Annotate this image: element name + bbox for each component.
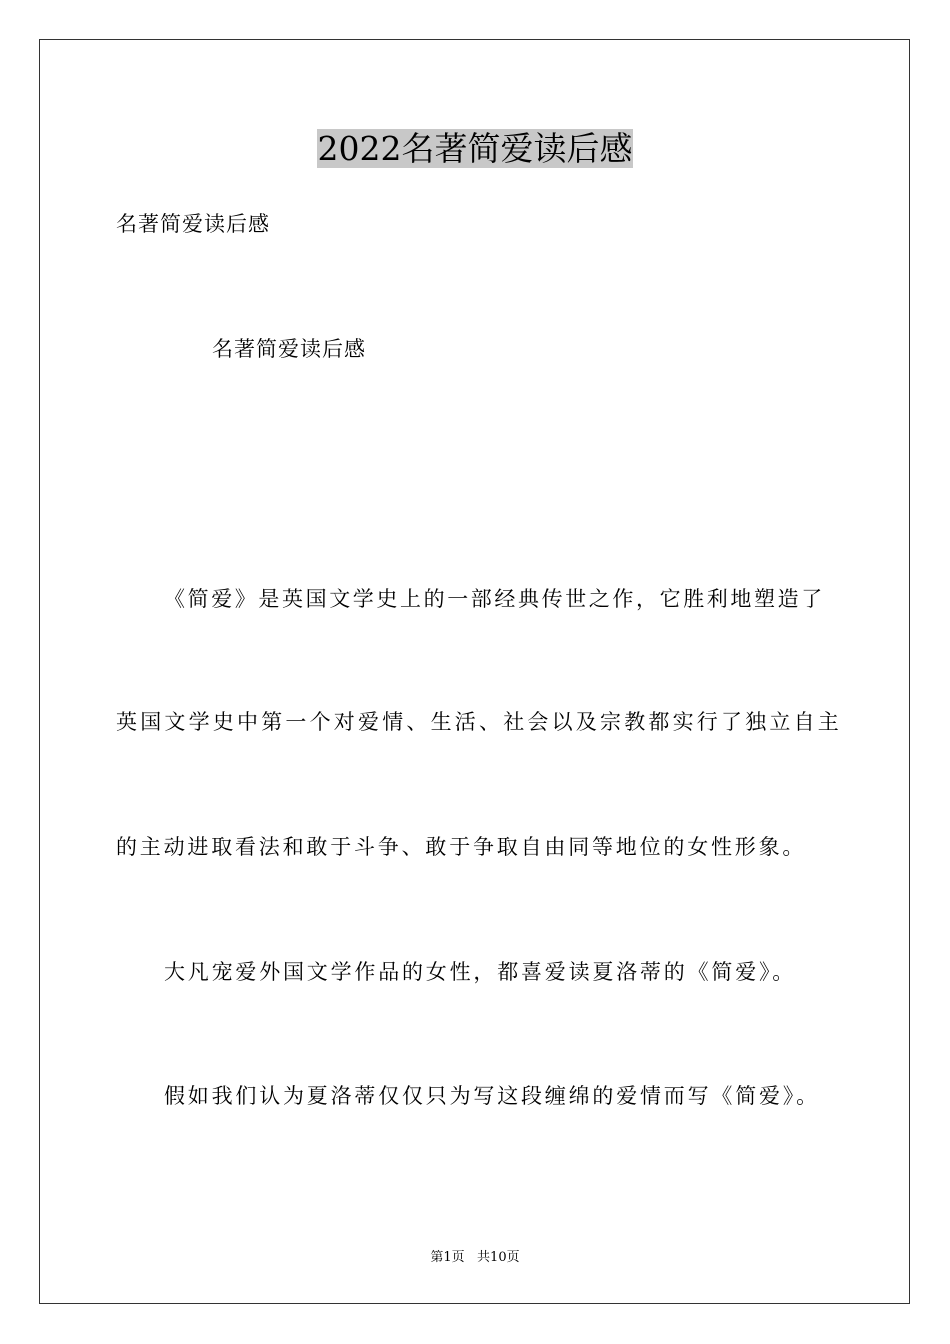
subtitle-indented: 名著简爱读后感 bbox=[212, 337, 366, 361]
paragraph-line: 《简爱》是英国文学史上的一部经典传世之作，它胜利地塑造了 bbox=[164, 587, 825, 611]
title-highlight: 2022名著简爱读后感 bbox=[317, 129, 633, 168]
paragraph-line: 英国文学史中第一个对爱情、生活、社会以及宗教都实行了独立自主 bbox=[116, 710, 842, 734]
paragraph-line: 大凡宠爱外国文学作品的女性，都喜爱读夏洛蒂的《简爱》。 bbox=[164, 960, 797, 984]
paragraph-line: 假如我们认为夏洛蒂仅仅只为写这段缠绵的爱情而写《简爱》。 bbox=[164, 1084, 820, 1108]
paragraph-line: 的主动进取看法和敢于斗争、敢于争取自由同等地位的女性形象。 bbox=[116, 835, 807, 859]
subtitle: 名著简爱读后感 bbox=[116, 212, 270, 236]
page-footer: 第1页 共10页 bbox=[430, 1250, 520, 1265]
document-title bbox=[0, 127, 950, 171]
